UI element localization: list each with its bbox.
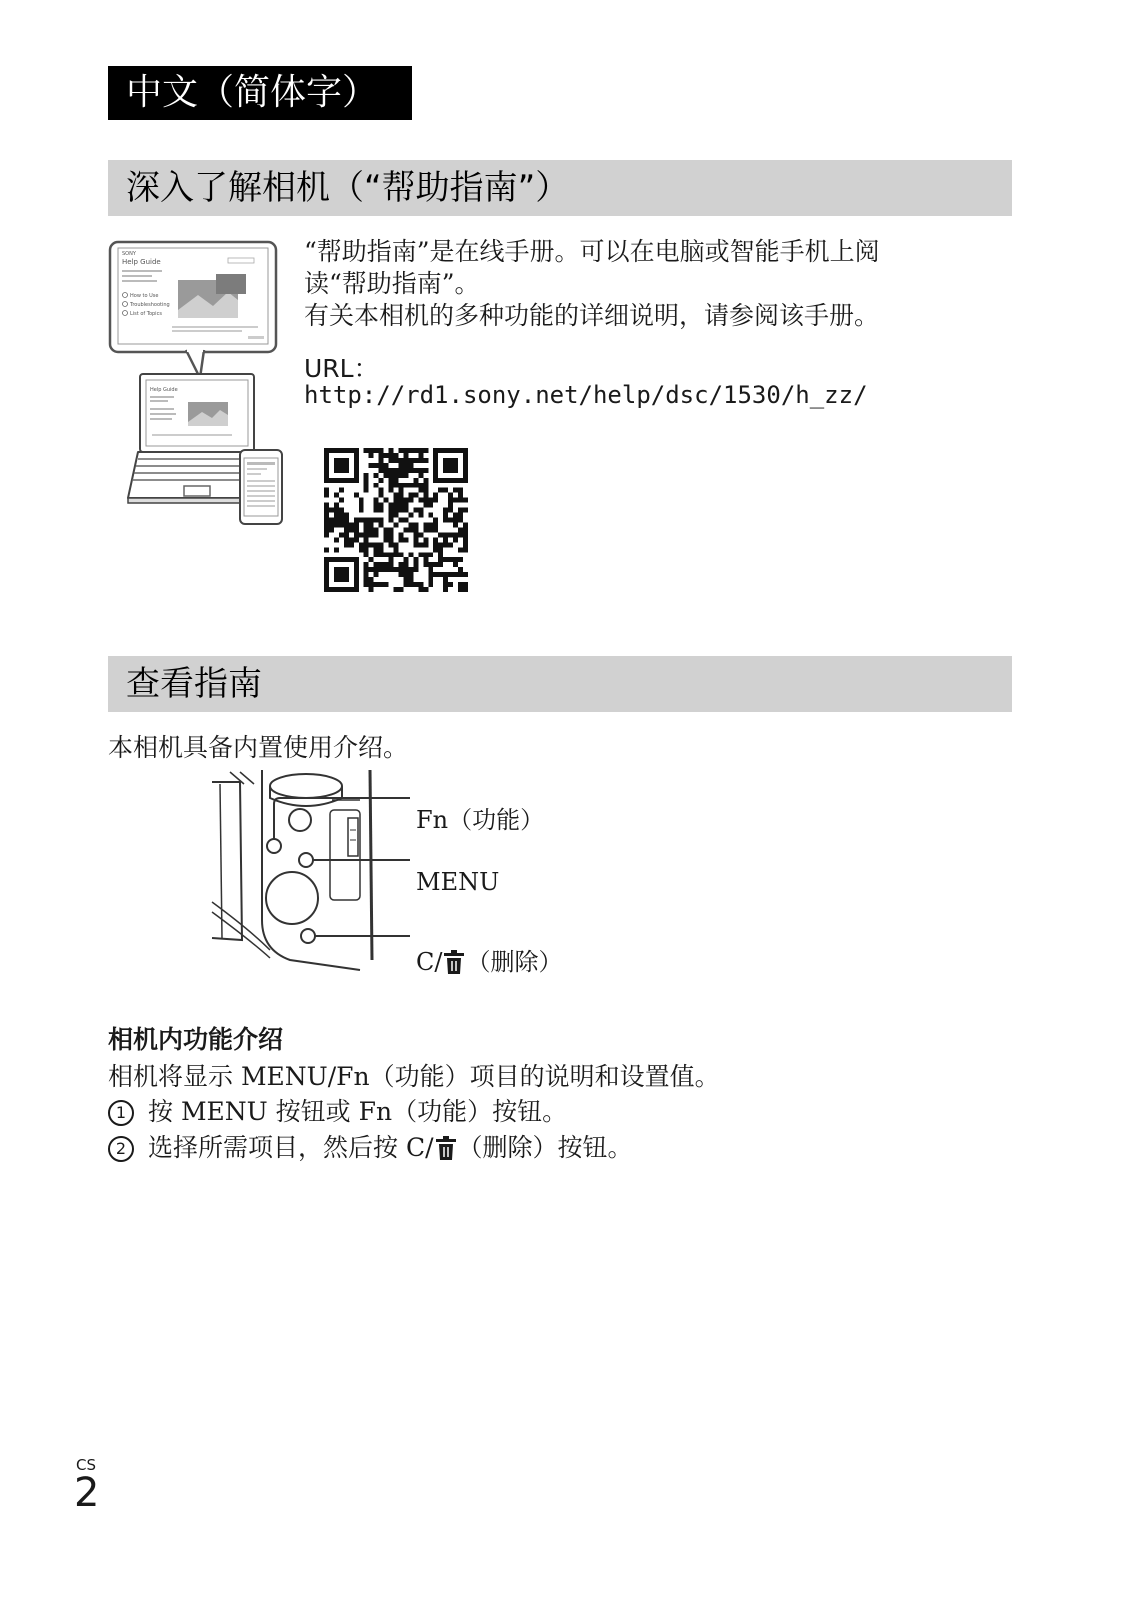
- language-tag: 中文（简体字）: [108, 66, 412, 120]
- in-camera-guide-description: 相机将显示 MENU/Fn（功能）项目的说明和设置值。: [108, 1062, 720, 1091]
- menu-button-label: MENU: [416, 868, 500, 896]
- in-camera-guide-title: 相机内功能介绍: [108, 1025, 284, 1054]
- devices-illustration: [108, 240, 288, 530]
- trash-icon: [444, 950, 464, 974]
- delete-label-suffix: （删除）: [466, 948, 563, 976]
- trash-icon: [436, 1136, 456, 1160]
- delete-button-label: [416, 942, 562, 977]
- laptop-screen-title: Help Guide: [150, 387, 178, 393]
- intro-line-1: “帮助指南”是在线手册。可以在电脑或智能手机上阅: [304, 237, 880, 266]
- step-1-number: 1: [108, 1100, 134, 1126]
- help-guide-intro: [304, 236, 1004, 332]
- bubble-menu-how-to-use: How to Use: [130, 293, 159, 299]
- bubble-menu-troubleshooting: Troubleshooting: [130, 302, 170, 308]
- camera-rear-illustration: [210, 770, 420, 980]
- bubble-screen-title: Help Guide: [122, 258, 161, 266]
- intro-line-2: 读“帮助指南”。: [304, 269, 480, 298]
- page-language-code: CS: [76, 1456, 96, 1474]
- step-1: [108, 1092, 567, 1128]
- built-in-guide-intro: 本相机具备内置使用介绍。: [108, 733, 409, 762]
- url-label: URL：: [304, 354, 379, 383]
- intro-line-3: 有关本相机的多种功能的详细说明，请参阅该手册。: [304, 301, 880, 330]
- bubble-brand: SONY: [122, 251, 136, 257]
- qr-code: [324, 448, 468, 592]
- bubble-menu-list-of-topics: List of Topics: [130, 311, 162, 317]
- step-2-text-suffix: （删除）按钮。: [457, 1133, 633, 1162]
- step-2-text-prefix: 选择所需项目，然后按 C/: [148, 1133, 434, 1162]
- step-2: [108, 1128, 633, 1164]
- fn-button-label: Fn（功能）: [416, 806, 545, 834]
- step-1-text: 按 MENU 按钮或 Fn（功能）按钮。: [148, 1097, 568, 1126]
- help-guide-url[interactable]: http://rd1.sony.net/help/dsc/1530/h_zz/: [304, 381, 868, 409]
- page-number: 2: [74, 1470, 100, 1516]
- section-title-help-guide: 深入了解相机（“帮助指南”）: [108, 160, 1012, 216]
- delete-label-prefix: C/: [416, 948, 443, 976]
- section-title-view-guide: 查看指南: [108, 656, 1012, 712]
- step-2-number: 2: [108, 1136, 134, 1162]
